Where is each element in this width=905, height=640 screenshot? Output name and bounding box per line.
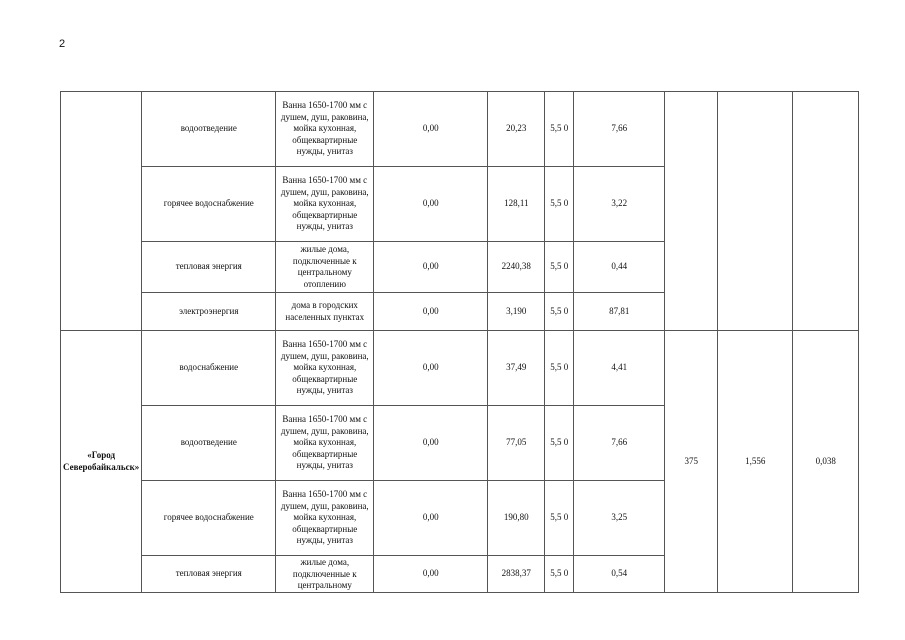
summary-cell-empty (793, 92, 859, 331)
value-cell: 0,00 (374, 556, 488, 593)
value-cell: 0,00 (374, 167, 488, 242)
rate-cell: 5,5 0 (545, 556, 574, 593)
consumption-description (276, 556, 374, 593)
norm-cell: 7,66 (574, 406, 665, 481)
summary-cell-empty (665, 92, 718, 331)
value-cell: 0,00 (374, 92, 488, 167)
value-cell: 0,00 (374, 406, 488, 481)
value-cell: 0,00 (374, 242, 488, 293)
consumption-description: дома в городских населенных пунктах (276, 293, 374, 331)
service-name: тепловая энергия (142, 556, 276, 593)
service-name: водоотведение (142, 406, 276, 481)
service-name: горячее водоснабжение (142, 481, 276, 556)
page-number: 2 (59, 38, 66, 50)
municipality-cell-empty (61, 92, 142, 331)
norm-cell: 3,25 (574, 481, 665, 556)
rate-cell: 5,5 0 (545, 92, 574, 167)
service-name: водоснабжение (142, 331, 276, 406)
consumption-description: Ванна 1650-1700 мм с душем, душ, раковина, мойка кухонная, общеквартирные нужды, унитаз (276, 92, 374, 167)
tariff-cell: 2240,38 (488, 242, 545, 293)
rate-cell: 5,5 0 (545, 293, 574, 331)
rate-cell: 5,5 0 (545, 481, 574, 556)
service-name: тепловая энергия (142, 242, 276, 293)
norm-cell: 87,81 (574, 293, 665, 331)
service-name: водоотведение (142, 92, 276, 167)
tariff-cell: 37,49 (488, 331, 545, 406)
municipality-name: «Город Северобайкальск» (61, 331, 142, 593)
description-text: жилые дома, подключенные к центральному (292, 557, 357, 590)
tariff-cell: 3,190 (488, 293, 545, 331)
tariff-cell: 2838,37 (488, 556, 545, 593)
norm-cell: 7,66 (574, 92, 665, 167)
norm-cell: 0,44 (574, 242, 665, 293)
summary-value: 0,038 (793, 331, 859, 593)
value-cell: 0,00 (374, 481, 488, 556)
summary-cell-empty (718, 92, 793, 331)
tariff-table (60, 91, 859, 593)
summary-value: 375 (665, 331, 718, 593)
summary-value: 1,556 (718, 331, 793, 593)
service-name: электроэнергия (142, 293, 276, 331)
rate-cell: 5,5 0 (545, 406, 574, 481)
tariff-cell: 190,80 (488, 481, 545, 556)
table-row (61, 331, 859, 406)
tariff-cell: 128,11 (488, 167, 545, 242)
norm-cell: 4,41 (574, 331, 665, 406)
consumption-description: Ванна 1650-1700 мм с душем, душ, раковина, мойка кухонная, общеквартирные нужды, унитаз (276, 167, 374, 242)
norm-cell: 3,22 (574, 167, 665, 242)
table-row (61, 92, 859, 167)
rate-cell: 5,5 0 (545, 242, 574, 293)
service-name: горячее водоснабжение (142, 167, 276, 242)
consumption-description: жилые дома, подключенные к центральному отоплению (276, 242, 374, 293)
tariff-cell: 77,05 (488, 406, 545, 481)
rate-cell: 5,5 0 (545, 331, 574, 406)
value-cell: 0,00 (374, 331, 488, 406)
tariff-cell: 20,23 (488, 92, 545, 167)
norm-cell: 0,54 (574, 556, 665, 593)
consumption-description: Ванна 1650-1700 мм с душем, душ, раковина, мойка кухонная, общеквартирные нужды, унитаз (276, 331, 374, 406)
rate-cell: 5,5 0 (545, 167, 574, 242)
value-cell: 0,00 (374, 293, 488, 331)
consumption-description: Ванна 1650-1700 мм с душем, душ, раковина, мойка кухонная, общеквартирные нужды, унитаз (276, 481, 374, 556)
consumption-description: Ванна 1650-1700 мм с душем, душ, раковина, мойка кухонная, общеквартирные нужды, унитаз (276, 406, 374, 481)
